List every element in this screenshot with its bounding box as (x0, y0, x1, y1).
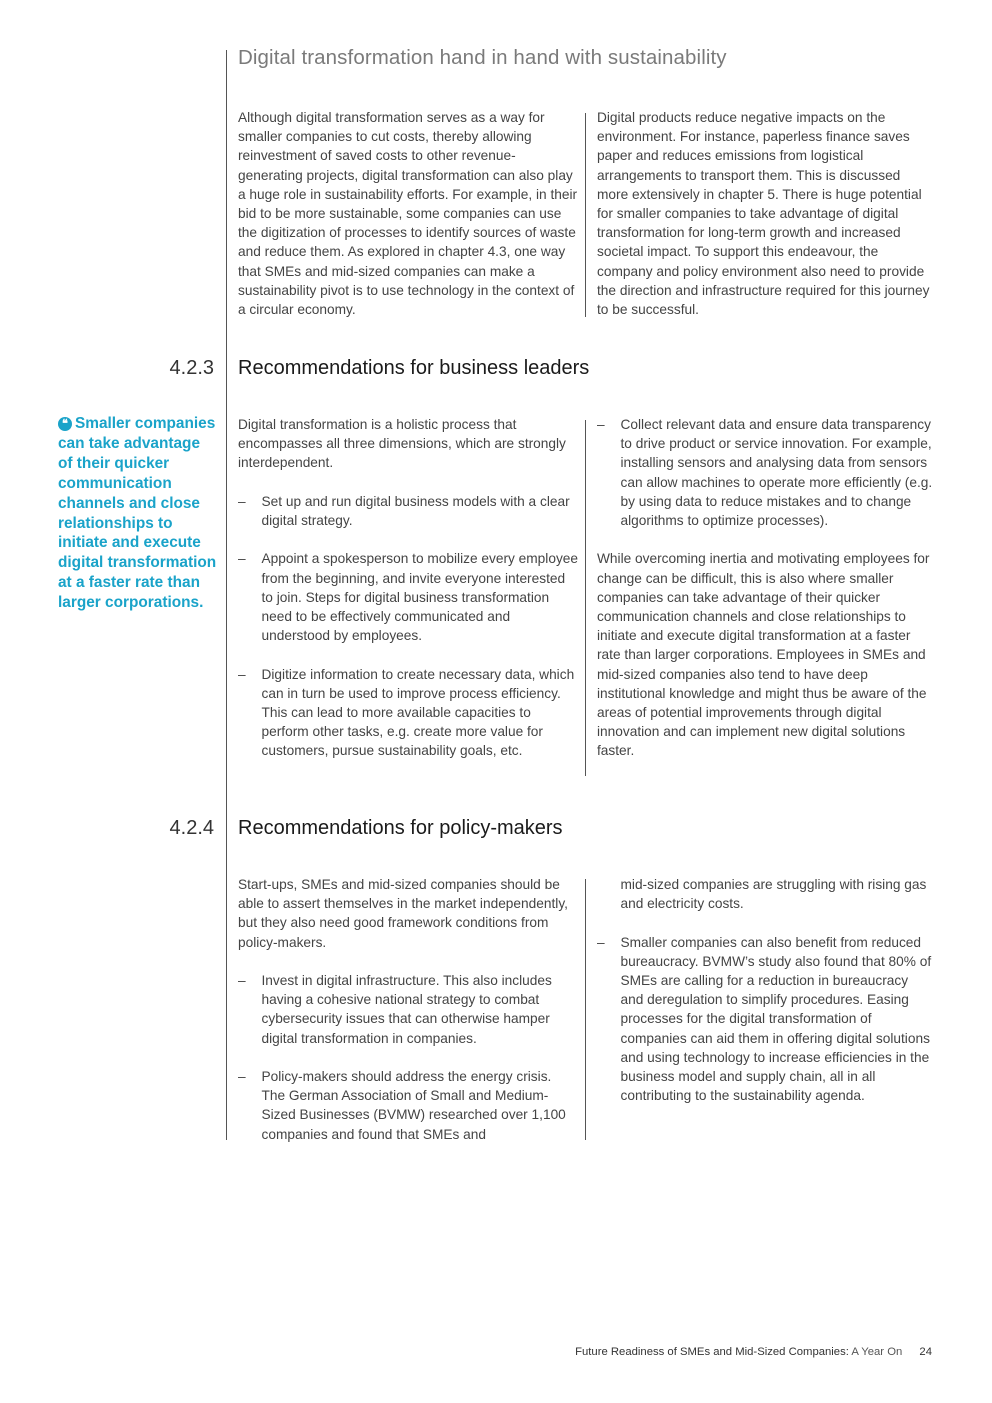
intro-column-divider (585, 113, 586, 317)
footer-report-subtitle: A Year On (851, 1346, 903, 1358)
pull-quote-text: Smaller companies can take advantage of their quicker communication channels and close relationships to initiate and execute digital transformation at a faster rate than larger corporations. (58, 415, 217, 612)
page-footer (450, 1346, 932, 1358)
list-item (238, 549, 578, 645)
paragraph: Start-ups, SMEs and mid-sized companies should be able to assert themselves in the market independently, but they also need good framework conditions from policy-makers. (238, 877, 568, 950)
section-title: Recommendations for policy-makers (238, 817, 563, 839)
quote-icon: ❝ (58, 417, 72, 431)
list-item (238, 971, 578, 1048)
section-424-column-left (238, 875, 578, 1144)
paragraph: Digital products reduce negative impacts on the environment. For instance, paperless finance saves paper and reduces emissions from logistical arrangements to transport them. This is discussed more extensively in chapter 5. There is huge potential for smaller companies to take advantage of digital transformation for long-term growth and increased societal impact. To support this endeavour, the company and policy environment also need to provide the direction and infrastructure required for this journey to be successful. (597, 110, 930, 318)
footer-report-title: Future Readiness of SMEs and Mid-Sized Companies: (575, 1346, 849, 1358)
bullet-dash: – (597, 417, 605, 432)
section-title: Recommendations for business leaders (238, 357, 590, 379)
list-item (238, 665, 578, 761)
section-423-column-left (238, 415, 578, 761)
list-item (238, 1067, 578, 1144)
paragraph: Digital transformation is a holistic process that encompasses all three dimensions, which are strongly interdependent. (238, 417, 566, 471)
list-item-text: Appoint a spokesperson to mobilize every employee from the beginning, and invite everyone interested to join. Steps for digital business transformation need to be effectively communicated and understood by employees. (261, 551, 579, 644)
list-item-text: Smaller companies can also benefit from reduced bureaucracy. BVMW’s study also found that 80% of SMEs are calling for a reduction in bureaucracy and deregulation to simplify procedures. Easing processes for the digital transformation of companies can aid them in offering digital solutions and using technology to increase efficiencies in the business model and supply chain, all in all contributing to the sustainability agenda. (620, 934, 932, 1104)
section-423-column-right (597, 415, 934, 761)
bullet-dash: – (238, 1069, 246, 1084)
list-item-continued: mid-sized companies are struggling with rising gas and electricity costs. (620, 877, 927, 912)
bullet-dash: – (597, 934, 605, 950)
pull-quote (58, 414, 218, 613)
section-number: 4.2.4 (169, 817, 214, 839)
section-424-column-divider (585, 879, 586, 1140)
list-item-text: Digitize information to create necessary data, which can in turn be used to improve process efficiency. This can lead to more available capacities to perform other tasks, e.g. create more value for customers, pursue sustainability goals, etc. (261, 666, 575, 759)
list-item (597, 415, 934, 530)
bullet-dash: – (238, 666, 246, 682)
list-item-text: Collect relevant data and ensure data transparency to drive product or service innovation. For example, installing sensors and analysing data from sensors can allow machines to operate more efficiently (e.g. by using data to reduce mistakes and to change algorithms to optimize processes). (620, 417, 933, 529)
subsection-title: Digital transformation hand in hand with sustainability (238, 46, 727, 69)
bullet-dash: – (238, 973, 246, 988)
intro-column-left (238, 108, 578, 319)
section-423-column-divider (585, 420, 586, 776)
page-number: 24 (919, 1346, 932, 1358)
section-number: 4.2.3 (169, 357, 214, 379)
section-424-column-right (597, 875, 934, 1105)
list-item (238, 492, 578, 530)
list-item-text: Policy-makers should address the energy crisis. The German Association of Small and Medium-Sized Businesses (BVMW) researched over 1,100 companies and found that SMEs and (261, 1069, 566, 1142)
bullet-dash: – (238, 493, 246, 509)
bullet-dash: – (238, 551, 246, 567)
list-item-text: Set up and run digital business models with a clear digital strategy. (261, 493, 570, 528)
main-column-rule (226, 50, 227, 1140)
list-item-text: Invest in digital infrastructure. This also includes having a cohesive national strategy to combat cybersecurity issues that can otherwise hamper digital transformation in companies. (261, 973, 552, 1046)
paragraph: Although digital transformation serves as a way for smaller companies to cut costs, thereby allowing reinvestment of saved costs to other revenue-generating projects, digital transformation can also play a huge role in sustainability efforts. For example, in their bid to be more sustainable, some companies can use the digitization of processes to identify sources of waste and reduce them. As explored in chapter 4.3, one way that SMEs and mid-sized companies can make a sustainability pivot is to use technology in the context of a circular economy. (238, 110, 578, 318)
list-item (597, 933, 934, 1106)
paragraph: While overcoming inertia and motivating employees for change can be difficult, this is also where smaller companies can take advantage of their quicker communication channels and close relationships to initiate and execute digital transformation at a faster rate than larger corporations. Employees in SMEs and mid-sized companies also tend to have deep institutional knowledge and might thus be aware of the areas of potential improvements through digital innovation and can implement new digital solutions faster. (597, 551, 930, 759)
intro-column-right (597, 108, 934, 319)
